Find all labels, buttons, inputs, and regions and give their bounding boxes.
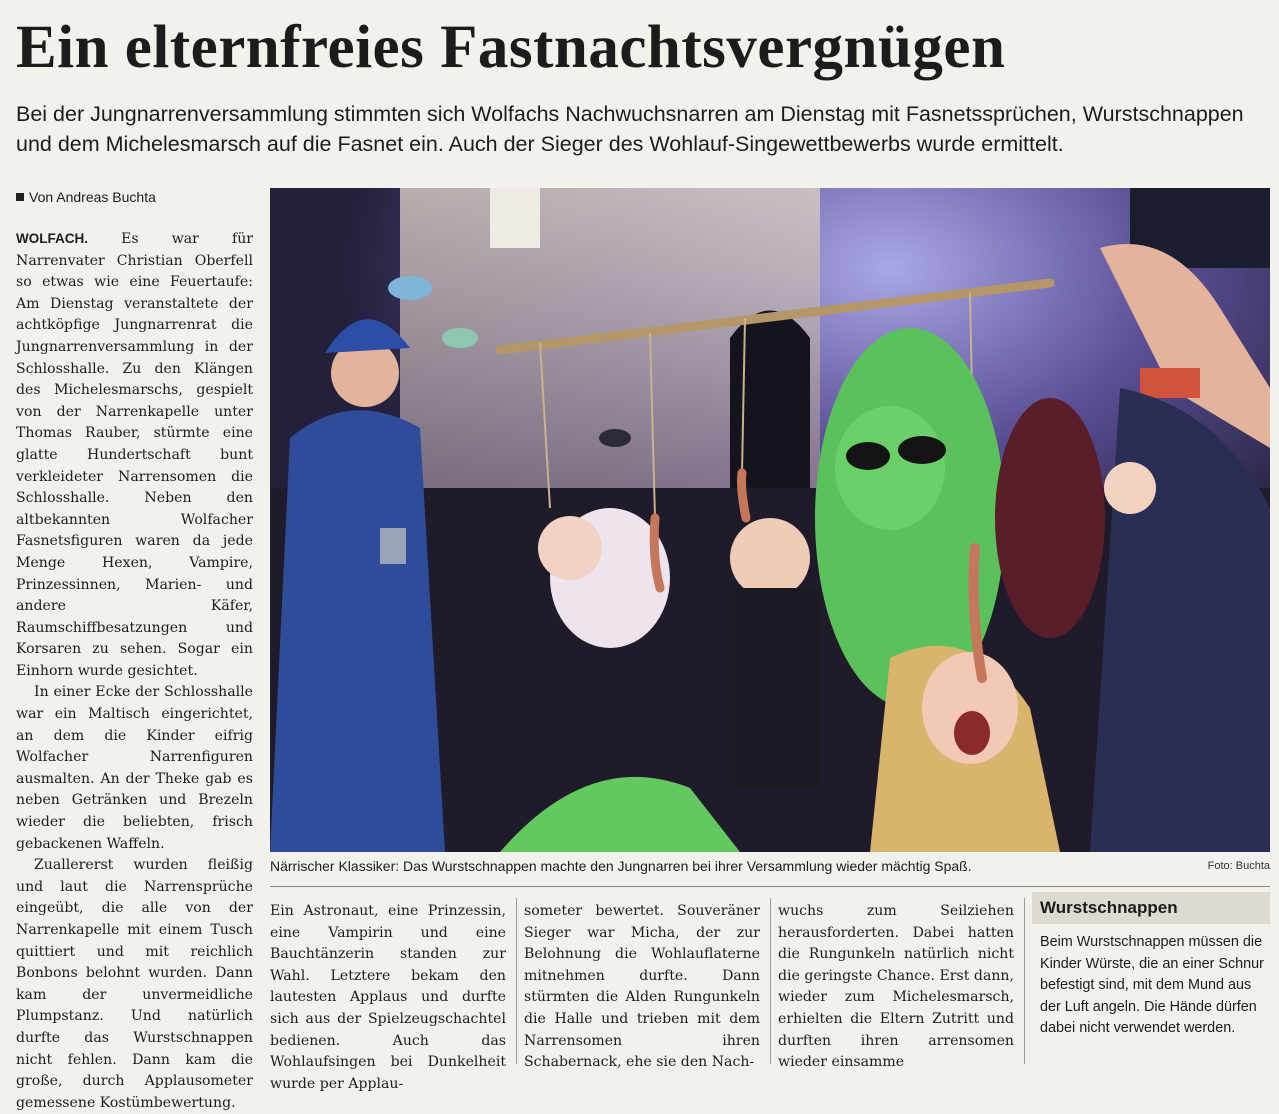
headline: Ein elternfreies Fastnachtsvergnügen: [16, 14, 1006, 81]
article-column-4: [778, 901, 1014, 1071]
article-paragraph-2: In einer Ecke der Schlosshalle war ein Maltisch eingerichtet, an dem die Kinder eifrig Wolfacher Narrenfiguren ausmalten. An der Theke gab es neben Getränken und Brezeln wieder die beliebten, frisch gebackenen Waffeln.: [16, 684, 253, 852]
column-divider: [516, 898, 517, 1064]
article-column-2: [270, 901, 506, 1092]
caption-divider: [270, 886, 1270, 887]
column-divider: [1024, 898, 1025, 1064]
article-paragraph-3: Zuallererst wurden fleißig und laut die Narrensprüche eingeübt, die alle von der Narrenkapelle mit einem Tusch quittiert und mit reichlich Bonbons belohnt wurden. Dann kam der unvermeidliche Plumpstanz. Und natürlich durfte das Wurstschnappen nicht fehlen. Dann kam die große, durch Applausometer gemessene Kostümbewertung.: [16, 857, 253, 1111]
infobox: [1032, 892, 1270, 1064]
infobox-title: Wurstschnappen: [1032, 892, 1270, 924]
subheadline: Bei der Jungnarrenversammlung stimmten sich Wolfachs Nachwuchsnarren am Dienstag mit Fasnetssprüchen, Wurstschnappen und dem Michelesmarsch auf die Fasnet ein. Auch der Sieger des Wohlauf-Singewettbewerbs wurde ermittelt.: [16, 102, 1244, 156]
article-column-1: [16, 228, 254, 1111]
byline-square-icon: [16, 193, 24, 201]
article-photo: [270, 188, 1270, 852]
article-column-2-text: Ein Astronaut, eine Prinzessin, eine Vampirin und eine Bauchtänzerin standen zur Wahl. Letztere bekam den lautesten Applaus und durfte sich aus der Spielzeugschachtel bedienen. Auch das Wohlaufsingen bei Dunkelheit wurde per Applau-: [270, 903, 506, 1092]
photo-credit: Foto: Buchta: [1207, 860, 1270, 872]
photo-caption: Närrischer Klassiker: Das Wurstschnappen machte den Jungnarren bei ihrer Versammlung wieder mächtig Spaß.: [270, 858, 972, 874]
infobox-body: Beim Wurstschnappen müssen die Kinder Würste, die an einer Schnur befestigt sind, mit dem Mund aus der Luft angeln. Die Hände dürfen dabei nicht verwendet werden.: [1040, 934, 1264, 1037]
article-paragraph-1-text: Es war für Narrenvater Christian Oberfell so etwas wie eine Feuertaufe: Am Dienstag veranstaltete der achtköpfige Jungnarrenrat die Jungnarrenversammlung in der Schlosshalle. Zu den Klängen des Michelesmarschs, gespielt von der Narrenkapelle unter Thomas Rauber, stürmte eine glatte Hundertschaft bunt verkleideter Narrensomen die Schlosshalle. Neben den altbekannten Wolfacher Fasnetsfiguren waren da jede Menge Hexen, Vampire, Prinzessinnen, Marien- und andere Käfer, Raumschiffbesatzungen und Korsaren zu sehen. Sogar ein Einhorn wurde gesichtet.: [16, 231, 254, 679]
byline: [16, 186, 266, 208]
article-column-3-text: someter bewertet. Souveräner Sieger war Micha, der zur Belohnung die Wohlauflaterne mitnehmen durfte. Dann stürmten die Alden Rungunkeln die Halle und trieben mit dem Narrensomen ihren Schabernack, ehe sie den Nach-: [524, 903, 760, 1071]
article-paragraph-1: [16, 228, 253, 682]
byline-text: Von Andreas Buchta: [29, 189, 156, 205]
photo-illustration: [270, 188, 1270, 852]
article-column-4-text: wuchs zum Seilziehen herausforderten. Dabei hatten die Rungunkeln natürlich nicht die geringste Chance. Erst dann, wieder zum Michelesmarsch, erhielten die Eltern Zutritt und durften ihren arrensomen wieder einsamme: [778, 903, 1014, 1071]
article-column-3: [524, 901, 760, 1071]
dateline: WOLFACH.: [16, 231, 88, 246]
column-divider: [770, 898, 771, 1064]
